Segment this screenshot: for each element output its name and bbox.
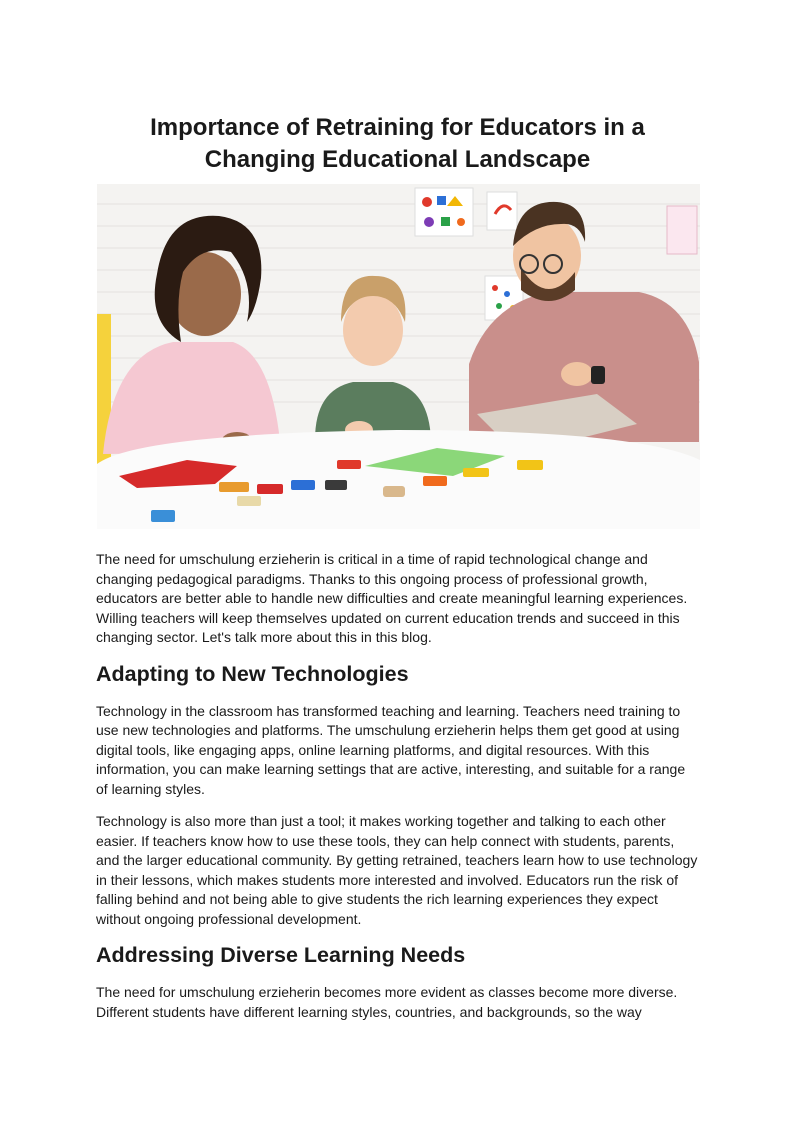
intro-paragraph: The need for umschulung erzieherin is critical in a time of rapid technological change and changing pedagogical paradigms. Thanks to this ongoing process of professional growth, educators are better able to handle new difficulties and create meaningful learning experiences. Willing teachers will keep themselves updated on current education trends and succeed in this changing sector. Let's talk more about this in this blog. bbox=[96, 551, 688, 645]
section-heading-technologies: Adapting to New Technologies bbox=[96, 661, 409, 686]
technologies-paragraph-1: Technology in the classroom has transformed teaching and learning. Teachers need training to use new technologies and platforms. The umschulung erzieherin helps them get good at using digital tools, like engaging apps, online learning platforms, and digital resources. With this information, you can make learning settings that are active, interesting, and suitable for a range of learning styles. bbox=[96, 702, 686, 797]
technologies-paragraph-2: Technology is also more than just a tool; it makes working together and talking to each other easier. If teachers know how to use these tools, they can help connect with students, parents, and the larger educational community. By getting retrained, teachers learn how to use technology in their lessons, which makes students more interested and involved. Educators run the risk of falling behind and not being able to give students the rich learning experiences they expect without ongoing professional development. bbox=[96, 813, 698, 927]
diverse-needs-paragraph-1: The need for umschulung erzieherin becomes more evident as classes become more diverse. Different students have different learning styles, countries, and backgrounds, so the way bbox=[96, 984, 678, 1020]
article-body bbox=[96, 550, 700, 1035]
section-heading-diverse-needs: Addressing Diverse Learning Needs bbox=[96, 943, 466, 967]
classroom-photo bbox=[97, 184, 700, 529]
page-title: Importance of Retraining for Educators in a Changing Educational Landscape bbox=[150, 114, 645, 173]
